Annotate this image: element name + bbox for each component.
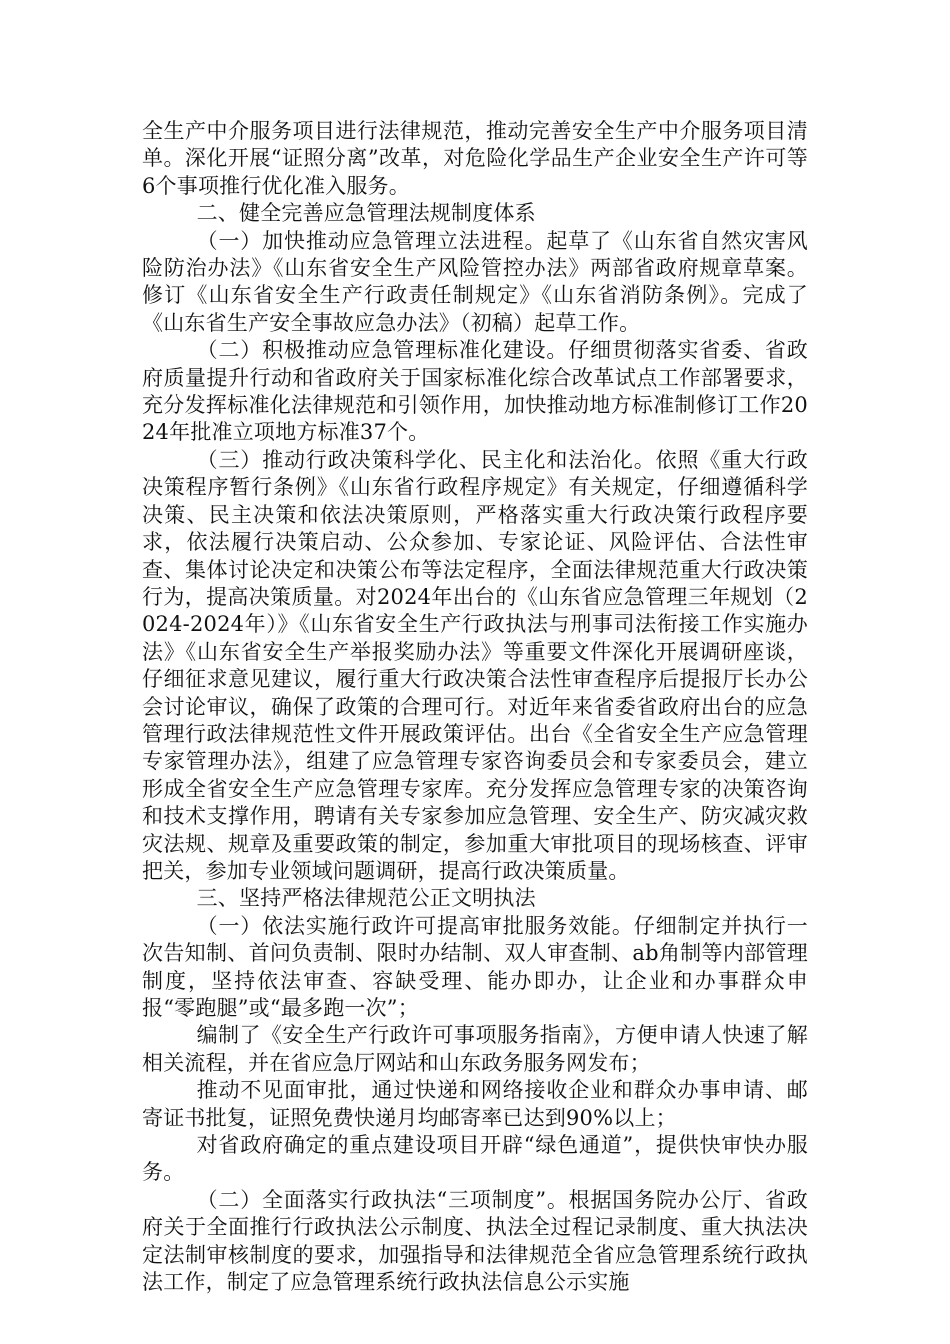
paragraph: （二）全面落实行政执法“三项制度”。根据国务院办公厅、省政府关于全面推行行政执法公示制度、执法全过程记录制度、重大执法决定法制审核制度的要求，加强指导和法律规范全省应急管理系统行政执法工作，制定了应急管理系统行政执法信息公示实施 — [142, 1187, 808, 1295]
paragraph: （三）推动行政决策科学化、民主化和法治化。依照《重大行政决策程序暂行条例》《山东省行政程序规定》有关规定，仔细遵循科学决策、民主决策和依法决策原则，严格落实重大行政决策行政程序要求，依法履行决策启动、公众参加、专家论证、风险评估、合法性审查、集体讨论决定和决策公布等法定程序，全面法律规范重大行政决策行为，提高决策质量。对2024年出台的《山东省应急管理三年规划（2024-2024年）》《山东省安全生产行政执法与刑事司法衔接工作实施办法》《山东省安全生产举报奖励办法》等重要文件深化开展调研座谈，仔细征求意见建议，履行重大行政决策合法性审查程序后提报厅长办公会讨论审议，确保了政策的合理可行。对近年来省委省政府出台的应急管理行政法律规范性文件开展政策评估。出台《全省安全生产应急管理专家管理办法》，组建了应急管理专家咨询委员会和专家委员会，建立形成全省安全生产应急管理专家库。充分发挥应急管理专家的决策咨询和技术支撑作用，聘请有关专家参加应急管理、安全生产、防灾减灾救灾法规、规章及重要政策的制定，参加重大审批项目的现场核查、评审把关，参加专业领域问题调研，提高行政决策质量。 — [142, 447, 808, 883]
paragraph: 对省政府确定的重点建设项目开辟“绿色通道”，提供快审快办服务。 — [142, 1133, 808, 1185]
paragraph: （一）依法实施行政许可提高审批服务效能。仔细制定并执行一次告知制、首问负责制、限时办结制、双人审查制、ab角制等内部管理制度，坚持依法审查、容缺受理、能办即办，让企业和办事群众申报“零跑腿”或“最多跑一次”； — [142, 913, 808, 1020]
document-body — [142, 118, 808, 1296]
paragraph: 全生产中介服务项目进行法律规范，推动完善安全生产中介服务项目清单。深化开展“证照分离”改革，对危险化学品生产企业安全生产许可等6个事项推行优化准入服务。 — [142, 119, 808, 198]
paragraph: （二）积极推动应急管理标准化建设。仔细贯彻落实省委、省政府质量提升行动和省政府关于国家标准化综合改革试点工作部署要求，充分发挥标准化法律规范和引领作用，加快推动地方标准制修订工作2024年批准立项地方标准37个。 — [142, 338, 808, 445]
section-heading: 三、坚持严格法律规范公正文明执法 — [196, 886, 536, 911]
paragraph: （一）加快推动应急管理立法进程。起草了《山东省自然灾害风险防治办法》《山东省安全生产风险管控办法》两部省政府规章草案。修订《山东省安全生产行政责任制规定》《山东省消防条例》。完成了《山东省生产安全事故应急办法》（初稿）起草工作。 — [142, 228, 808, 335]
section-heading: 二、健全完善应急管理法规制度体系 — [196, 201, 536, 226]
paragraph: 编制了《安全生产行政许可事项服务指南》，方便申请人快速了解相关流程，并在省应急厅网站和山东政务服务网发布； — [142, 1023, 808, 1075]
paragraph: 推动不见面审批，通过快递和网络接收企业和群众办事申请、邮寄证书批复，证照免费快递月均邮寄率已达到90%以上； — [142, 1078, 808, 1130]
